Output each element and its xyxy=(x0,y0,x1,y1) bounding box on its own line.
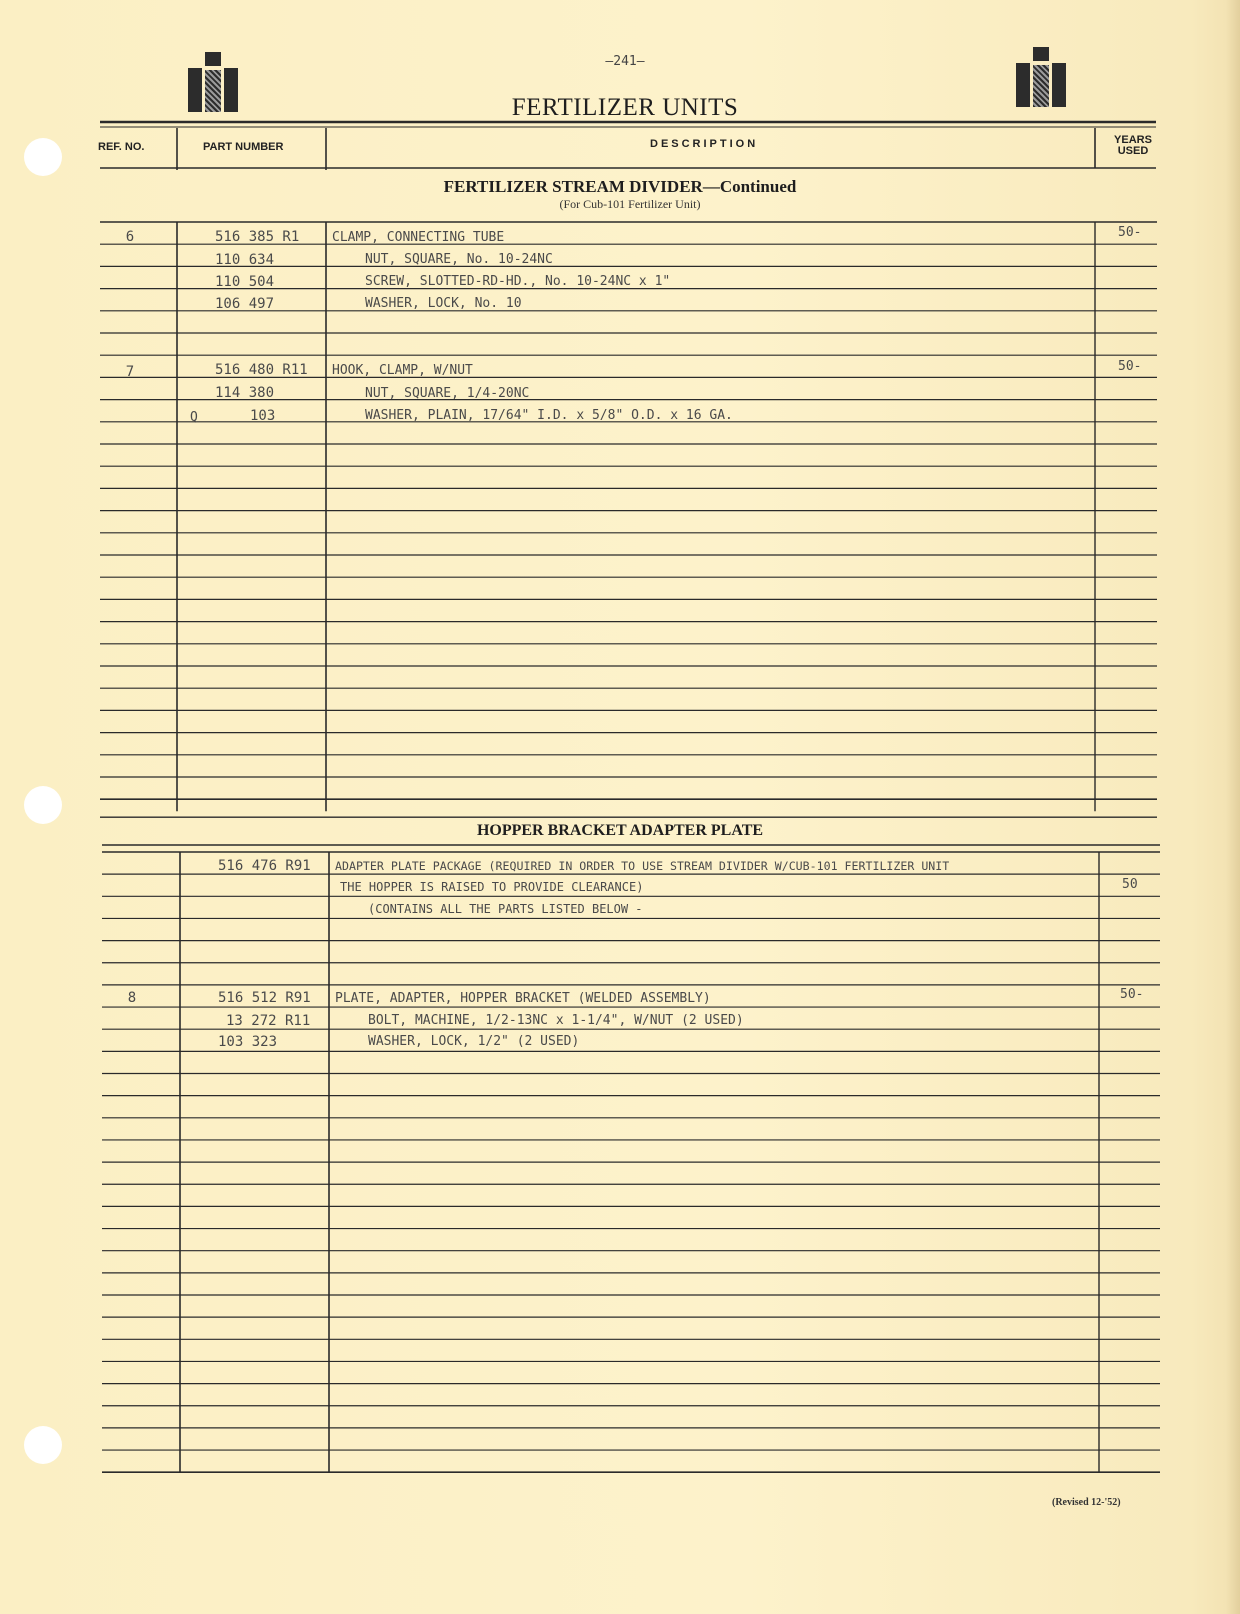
description: (CONTAINS ALL THE PARTS LISTED BELOW - xyxy=(368,902,643,916)
description: WASHER, LOCK, No. 10 xyxy=(365,296,522,311)
revision-note: (Revised 12-'52) xyxy=(1052,1497,1121,1508)
part-number: 106 497 xyxy=(215,296,275,312)
description: WASHER, PLAIN, 17/64" I.D. x 5/8" O.D. x 16 GA. xyxy=(365,408,733,423)
part-number: 516 476 R91 xyxy=(218,858,311,874)
part-number: 114 380 xyxy=(215,385,275,401)
ref-number: 8 xyxy=(127,990,137,1006)
page-title: FERTILIZER UNITS xyxy=(511,94,739,121)
ref-number: 7 xyxy=(125,364,135,380)
description: SCREW, SLOTTED-RD-HD., No. 10-24NC x 1" xyxy=(365,274,671,289)
header-years-used xyxy=(1113,135,1153,157)
description: BOLT, MACHINE, 1/2-13NC x 1-1/4", W/NUT (2 USED) xyxy=(368,1013,744,1028)
description: NUT, SQUARE, 1/4-20NC xyxy=(365,386,530,401)
page-number: —241— xyxy=(605,54,645,69)
description: WASHER, LOCK, 1/2" (2 USED) xyxy=(368,1034,580,1049)
header-used-label: USED xyxy=(1117,145,1149,157)
part-prefix: Q xyxy=(190,410,198,425)
part-number: 516 512 R91 xyxy=(218,990,311,1006)
part-number: 110 504 xyxy=(215,274,275,290)
years-used: 50- xyxy=(1120,987,1144,1002)
part-number: 516 480 R11 xyxy=(215,362,308,378)
part-number: 516 385 R1 xyxy=(215,229,300,245)
section-title-stream-divider: FERTILIZER STREAM DIVIDER—Continued xyxy=(443,177,797,196)
header-ref-no: REF. NO. xyxy=(98,141,145,153)
description: HOOK, CLAMP, W/NUT xyxy=(332,363,473,378)
description: THE HOPPER IS RAISED TO PROVIDE CLEARANCE) xyxy=(340,880,644,894)
part-number: 103 323 xyxy=(218,1034,278,1050)
description: NUT, SQUARE, No. 10-24NC xyxy=(365,252,553,267)
description: CLAMP, CONNECTING TUBE xyxy=(332,230,505,245)
header-description: DESCRIPTION xyxy=(650,138,759,150)
description: PLATE, ADAPTER, HOPPER BRACKET (WELDED ASSEMBLY) xyxy=(335,991,711,1006)
years-used: 50- xyxy=(1118,359,1142,374)
description: ADAPTER PLATE PACKAGE (REQUIRED IN ORDER TO USE STREAM DIVIDER W/CUB-101 FERTILIZER UNIT xyxy=(335,859,950,873)
years-used: 50 xyxy=(1122,877,1138,892)
ref-number: 6 xyxy=(125,229,135,245)
years-used: 50- xyxy=(1118,225,1142,240)
header-years-label: YEARS xyxy=(1114,134,1152,146)
part-number: 103 xyxy=(250,408,276,424)
section-title-hopper-bracket: HOPPER BRACKET ADAPTER PLATE xyxy=(476,822,764,839)
part-number: 13 272 R11 xyxy=(226,1013,311,1029)
header-part-number: PART NUMBER xyxy=(203,141,284,153)
section-subtitle-stream-divider: (For Cub-101 Fertilizer Unit) xyxy=(559,197,701,211)
part-number: 110 634 xyxy=(215,252,275,268)
